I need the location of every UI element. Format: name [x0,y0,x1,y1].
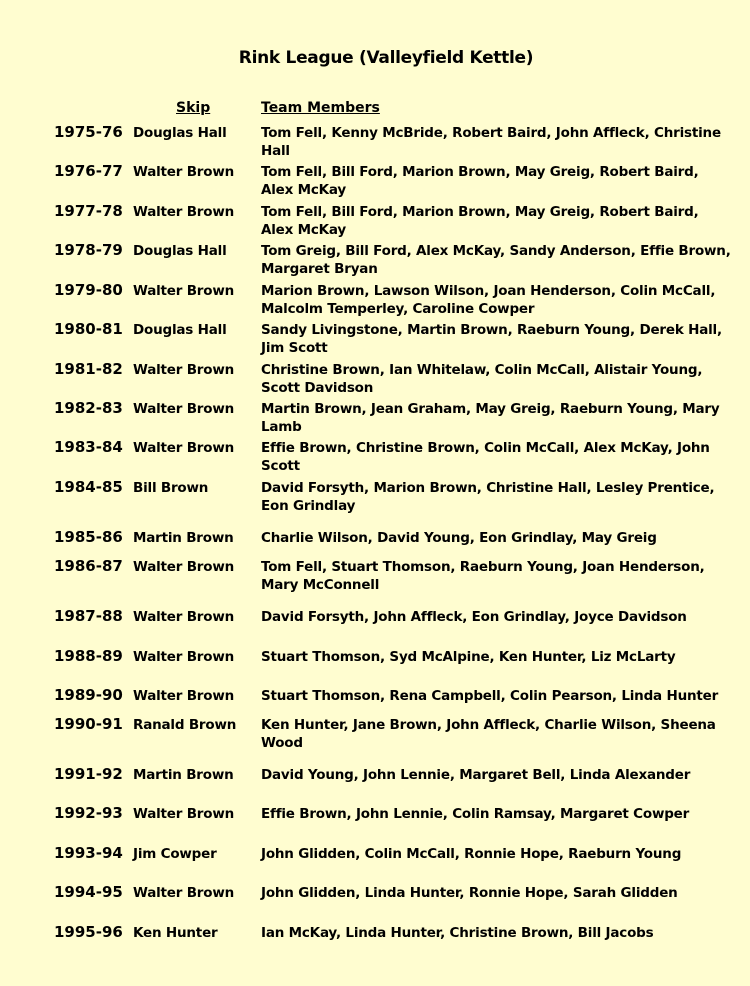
season: 1983-84 [54,438,123,456]
season: 1990-91 [54,715,123,733]
skip-name: Douglas Hall [133,322,227,338]
season: 1988-89 [54,647,123,665]
skip-name: Walter Brown [133,440,235,456]
season: 1979-80 [54,281,123,299]
skip-name: Walter Brown [133,885,235,901]
season: 1975-76 [54,123,123,141]
skip-name: Martin Brown [133,767,234,783]
team-members: Ken Hunter, Jane Brown, John Affleck, Charlie Wilson, Sheena Wood [261,717,716,751]
season: 1989-90 [54,686,123,704]
skip-name: Ranald Brown [133,717,237,733]
season: 1994-95 [54,883,123,901]
season: 1984-85 [54,478,123,496]
season: 1980-81 [54,320,123,338]
team-members: David Forsyth, John Affleck, Eon Grindlay, Joyce Davidson [261,609,687,625]
header-skip: Skip [176,100,211,116]
season: 1995-96 [54,923,123,941]
season: 1978-79 [54,241,123,259]
team-members: Tom Fell, Stuart Thomson, Raeburn Young, Joan Henderson, Mary McConnell [261,559,705,593]
team-members: Charlie Wilson, David Young, Eon Grindlay, May Greig [261,530,657,546]
season: 1991-92 [54,765,123,783]
team-members: Effie Brown, John Lennie, Colin Ramsay, Margaret Cowper [261,806,690,822]
season: 1981-82 [54,360,123,378]
skip-name: Walter Brown [133,559,235,575]
skip-name: Douglas Hall [133,125,227,141]
page-title: Rink League (Valleyfield Kettle) [238,48,534,68]
team-members: John Glidden, Linda Hunter, Ronnie Hope, Sarah Glidden [261,885,678,901]
season: 1985-86 [54,528,123,546]
season: 1982-83 [54,399,123,417]
team-members: Martin Brown, Jean Graham, May Greig, Raeburn Young, Mary Lamb [261,401,720,435]
skip-name: Walter Brown [133,688,235,704]
skip-name: Walter Brown [133,164,235,180]
season: 1976-77 [54,162,123,180]
skip-name: Walter Brown [133,806,235,822]
season: 1986-87 [54,557,123,575]
season: 1977-78 [54,202,123,220]
team-members: Tom Fell, Bill Ford, Marion Brown, May Greig, Robert Baird, Alex McKay [261,204,699,238]
team-members: Marion Brown, Lawson Wilson, Joan Henderson, Colin McCall, Malcolm Temperley, Caroline Cowper [261,283,716,317]
skip-name: Bill Brown [133,480,209,496]
skip-name: Ken Hunter [133,925,218,941]
team-members: Tom Fell, Bill Ford, Marion Brown, May Greig, Robert Baird, Alex McKay [261,164,699,198]
team-members: Christine Brown, Ian Whitelaw, Colin McCall, Alistair Young, Scott Davidson [261,362,703,396]
skip-name: Walter Brown [133,204,235,220]
skip-name: Walter Brown [133,609,235,625]
team-members: Sandy Livingstone, Martin Brown, Raeburn Young, Derek Hall, Jim Scott [261,322,722,356]
season: 1992-93 [54,804,123,822]
team-members: Stuart Thomson, Rena Campbell, Colin Pearson, Linda Hunter [261,688,719,704]
team-members: David Young, John Lennie, Margaret Bell, Linda Alexander [261,767,691,783]
skip-name: Walter Brown [133,283,235,299]
team-members: David Forsyth, Marion Brown, Christine Hall, Lesley Prentice, Eon Grindlay [261,480,715,514]
header-team-members: Team Members [261,100,380,116]
skip-name: Walter Brown [133,362,235,378]
skip-name: Martin Brown [133,530,234,546]
skip-name: Jim Cowper [133,846,217,862]
team-members: Ian McKay, Linda Hunter, Christine Brown, Bill Jacobs [261,925,654,941]
team-members: Effie Brown, Christine Brown, Colin McCall, Alex McKay, John Scott [261,440,710,474]
season: 1993-94 [54,844,123,862]
team-members: Stuart Thomson, Syd McAlpine, Ken Hunter, Liz McLarty [261,649,676,665]
skip-name: Walter Brown [133,401,235,417]
team-members: Tom Fell, Kenny McBride, Robert Baird, John Affleck, Christine Hall [261,125,721,159]
season: 1987-88 [54,607,123,625]
skip-name: Walter Brown [133,649,235,665]
skip-name: Douglas Hall [133,243,227,259]
team-members: John Glidden, Colin McCall, Ronnie Hope, Raeburn Young [261,846,682,862]
team-members: Tom Greig, Bill Ford, Alex McKay, Sandy Anderson, Effie Brown, Margaret Bryan [261,243,731,277]
